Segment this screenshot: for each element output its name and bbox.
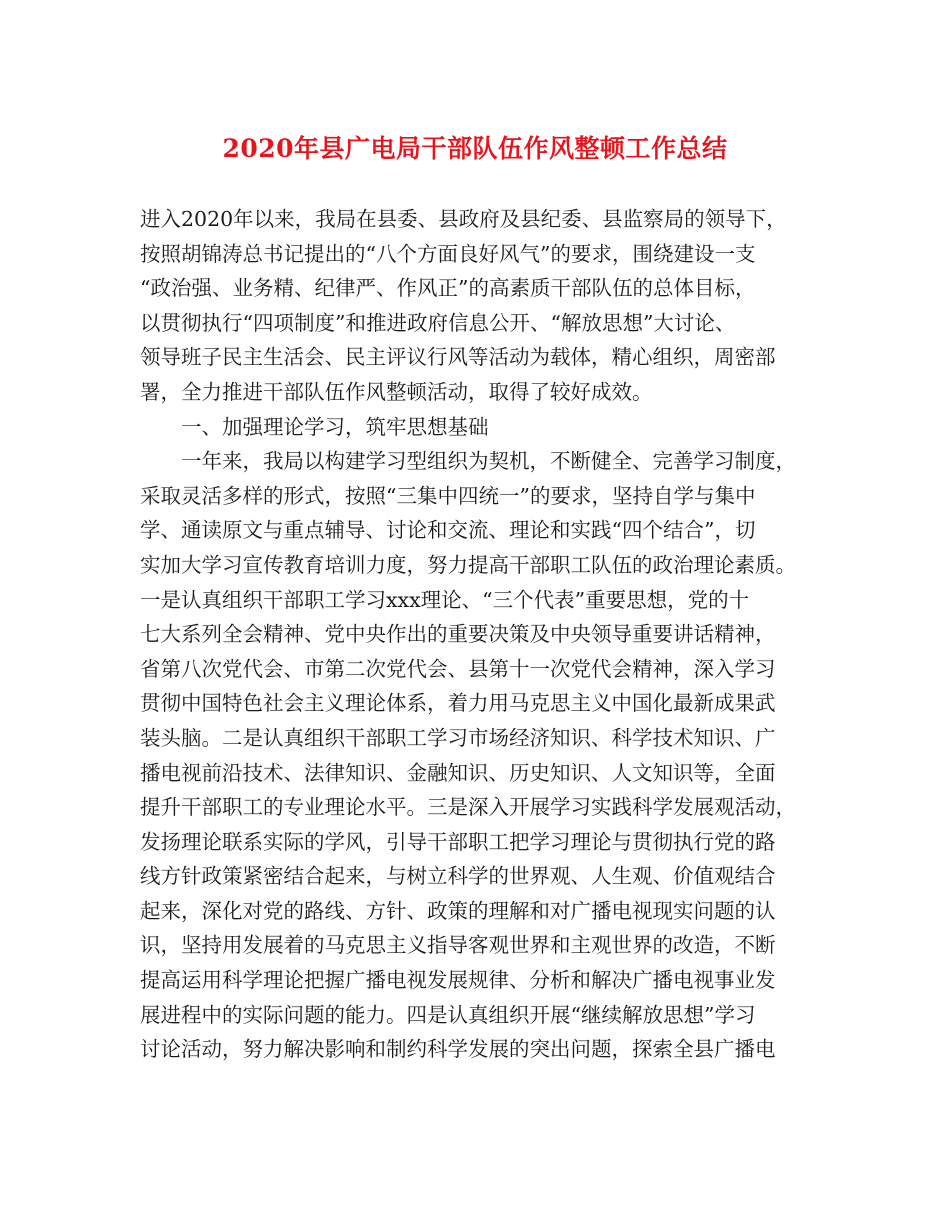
document-body	[140, 202, 830, 1067]
body-line: 一是认真组织干部职工学习xxx理论、“三个代表”重要思想，党的十	[140, 587, 750, 612]
body-line: 贯彻中国特色社会主义理论体系，着力用马克思主义中国化最新成果武	[140, 691, 776, 716]
body-line: 领导班子民主生活会、民主评议行风等活动为载体，精心组织，周密部	[140, 345, 776, 370]
body-line: 实加大学习宣传教育培训力度，努力提高干部职工队伍的政治理论素质。	[140, 552, 796, 577]
body-line: 按照胡锦涛总书记提出的“八个方面良好风气”的要求，围绕建设一支	[140, 241, 756, 266]
body-line: 提升干部职工的专业理论水平。三是深入开展学习实践科学发展观活动，	[140, 795, 796, 820]
body-line: 展进程中的实际问题的能力。四是认真组织开展“继续解放思想”学习	[140, 1002, 756, 1027]
body-line: 七大系列全会精神、党中央作出的重要决策及中央领导重要讲话精神，	[140, 622, 776, 647]
body-line: 线方针政策紧密结合起来，与树立科学的世界观、人生观、价值观结合	[140, 864, 776, 889]
section-heading: 一、加强理论学习，筑牢思想基础	[181, 414, 489, 439]
body-line: 装头脑。二是认真组织干部职工学习市场经济知识、科学技术知识、广	[140, 725, 776, 750]
body-line: 进入2020年以来，我局在县委、县政府及县纪委、县监察局的领导下，	[140, 207, 787, 231]
body-line: 一年来，我局以构建学习型组织为契机，不断健全、完善学习制度，	[181, 449, 796, 474]
body-line: 学、通读原文与重点辅导、讨论和交流、理论和实践“四个结合”，切	[140, 518, 756, 543]
document-title: 2020年县广电局干部队伍作风整顿工作总结	[222, 134, 728, 163]
body-line: 提高运用科学理论把握广播电视发展规律、分析和解决广播电视事业发	[140, 968, 776, 993]
body-line: 播电视前沿技术、法律知识、金融知识、历史知识、人文知识等，全面	[140, 760, 776, 785]
body-line: 起来，深化对党的路线、方针、政策的理解和对广播电视现实问题的认	[140, 898, 776, 923]
body-line: 发扬理论联系实际的学风，引导干部职工把学习理论与贯彻执行党的路	[140, 829, 776, 854]
body-line: 署，全力推进干部队伍作风整顿活动，取得了较好成效。	[140, 379, 653, 404]
body-line: “政治强、业务精、纪律严、作风正”的高素质干部队伍的总体目标，	[140, 276, 756, 301]
body-line: 省第八次党代会、市第二次党代会、县第十一次党代会精神，深入学习	[140, 656, 776, 681]
body-line: 讨论活动，努力解决影响和制约科学发展的突出问题，探索全县广播电	[140, 1037, 776, 1062]
body-line: 识，坚持用发展着的马克思主义指导客观世界和主观世界的改造，不断	[140, 933, 776, 958]
body-line: 以贯彻执行“四项制度”和推进政府信息公开、“解放思想”大讨论、	[140, 310, 736, 335]
body-line: 采取灵活多样的形式，按照“三集中四统一”的要求，坚持自学与集中	[140, 483, 756, 508]
